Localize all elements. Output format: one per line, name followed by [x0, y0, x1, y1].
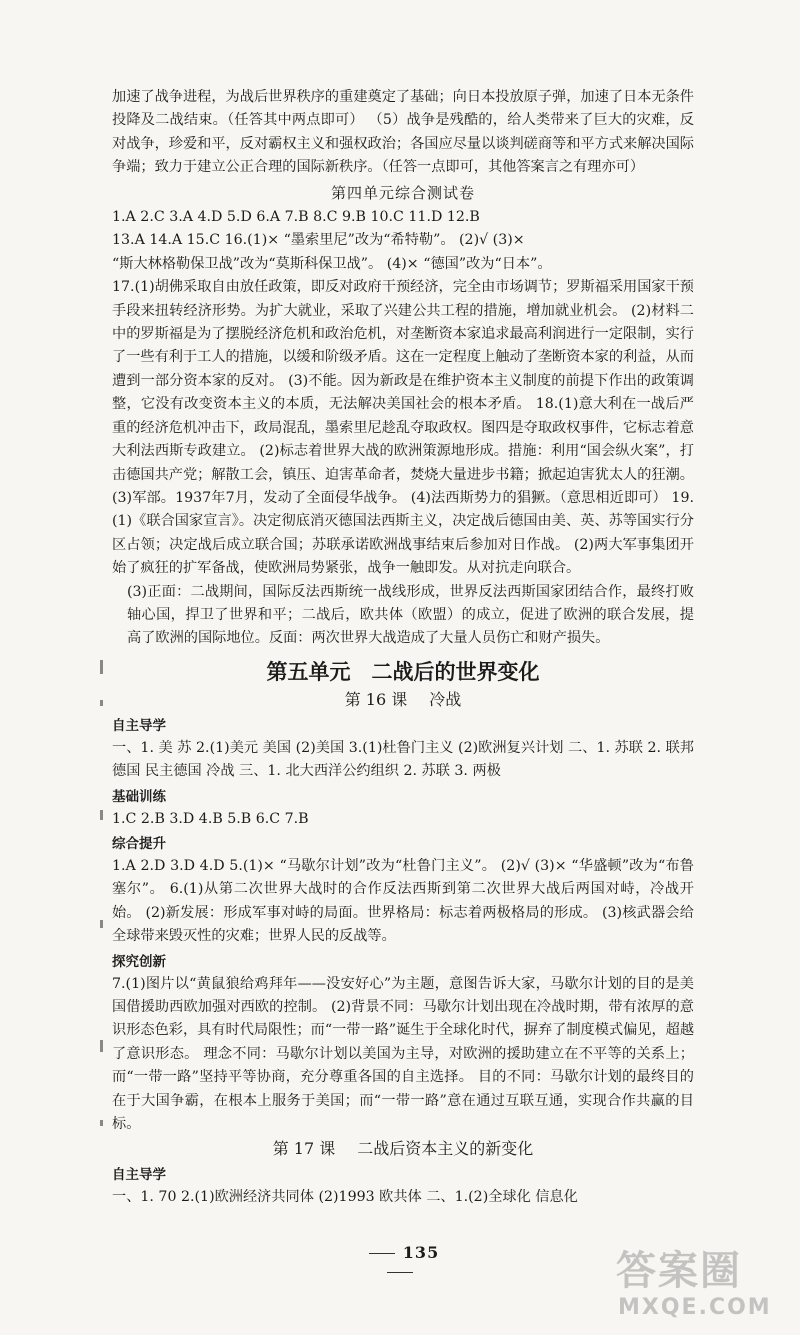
lesson17-zizhu-text: 一、1. 70 2.(1)欧洲经济共同体 (2)1993 欧共体 二、1.(2)全球化 信息化 [112, 1189, 578, 1206]
watermark-top-text: 答案圈 [616, 1248, 742, 1294]
unit5-title: 第五单元 二战后的世界变化 [266, 659, 540, 684]
lesson17-number: 第 17 课 [272, 1139, 336, 1159]
lesson16-section-zizhu: 自主导学 [112, 717, 166, 734]
binding-edge-marks [100, 660, 106, 1180]
lesson17-section-zizhu: 自主导学 [112, 1167, 166, 1184]
unit4-q19-3: (3)正面：二战期间，国际反法西斯统一战线形成，世界反法西斯国家团结合作，最终打败轴心国，捍卫了世界和平；二战后，欧共体（欧盟）的成立，促进了欧洲的联合发展，提高了欧洲的国际地位。反面：两次世界大战造成了大量人员伤亡和财产损失。 [127, 583, 694, 647]
lesson16-zizhu-text: 一、1. 美 苏 2.(1)美元 美国 (2)美国 3.(1)杜鲁门主义 (2)欧洲复兴计划 二、1. 苏联 2. 联邦德国 民主德国 冷战 三、1. 北大西洋公约组织 2. 苏联 3. 两极 [112, 739, 694, 780]
unit4-title: 第四单元综合测试卷 [330, 183, 475, 202]
lesson17-title [112, 1136, 694, 1162]
lesson16-tanjiu-text: 7.(1)图片以“黄鼠狼给鸡拜年——没安好心”为主题，意图告诉大家，马歇尔计划的目的是美国借援助西欧加强对西欧的控制。 (2)背景不同：马歇尔计划出现在冷战时期，带有浓厚的意识形态色彩，具有时代局限性；而“一带一路”诞生于全球化时代，摒弃了制度模式偏见，超越了意识形态。 理念不同：马歇尔计划以美国为主导，对欧洲的援助建立在不平等的关系上；而“一带一路”坚持平等协商，充分尊重各国的自主选择。 目的不同：马歇尔计划的最终目的在于大国争霸，在根本上服务于美国；而“一带一路”意在通过互联互通，实现合作共赢的目标。 [112, 975, 695, 1133]
page-number-value: 135 [402, 1243, 440, 1262]
unit4-q17-19: 17.(1)胡佛采取自由放任政策，即反对政府干预经济，完全由市场调节；罗斯福采用国家干预手段来扭转经济形势。为扩大就业，采取了兴建公共工程的措施，增加就业机会。 (2)材料二中的罗斯福是为了摆脱经济危机和政治危机，对垄断资本家追求最高利润进行一定限制，实行了一些有利于工人的措施，以缓和阶级矛盾。这在一定程度上触动了垄断资本家的利益，从而遭到一部分资本家的反对。 (3)不能。因为新政是在维护资本主义制度的前提下作出的政策调整，它没有改变资本主义的本质，无法解决美国社会的根本矛盾。 18.(1)意大利在一战后严重的经济危机冲击下，政局混乱，墨索里尼趁乱夺取政权。图四是夺取政权事件，它标志着意大利法西斯专政建立。 (2)标志着世界大战的欧洲策源地形成。措施：利用“国会纵火案”，打击德国共产党；解散工会，镇压、迫害革命者，焚烧大量进步书籍；掀起迫害犹太人的狂潮。 (3)军部。1937年7月，发动了全面侵华战争。 (4)法西斯势力的猖獗。（意思相近即可） 19.(1)《联合国家宣言》。决定彻底消灭德国法西斯主义，决定战后德国由美、英、苏等国实行分区占领；决定战后成立联合国；苏联承诺欧洲战事结束后参加对日作战。 (2)两大军事集团开始了疯狂的扩军备战，使欧洲局势紧张，战争一触即发。从对抗走向联合。 [112, 279, 694, 577]
lesson16-title [112, 687, 694, 713]
lesson16-section-tanjiu: 探究创新 [112, 953, 166, 970]
lesson16-zonghe-text: 1.A 2.D 3.D 4.D 5.(1)× “马歇尔计划”改为“杜鲁门主义”。 (2)√ (3)× “华盛顿”改为“布鲁塞尔”。 6.(1)从第二次世界大战时的合作反法西斯到第二次世界大战后两国对峙，冷战开始。 (2)新发展：形成军事对峙的局面。世界格局：标志着两极格局的形成。 (3)核武器会给全球带来毁灭性的灾难；世界人民的反战等。 [112, 857, 694, 945]
page-number-dash-left [369, 1253, 395, 1254]
page-number-dash-right [387, 1272, 413, 1273]
watermark-bottom-text: MXQE.COM [618, 1295, 772, 1320]
lesson16-jichu-text: 1.C 2.B 3.D 4.B 5.B 6.C 7.B [112, 810, 309, 827]
paragraph-top: 加速了战争进程，为战后世界秩序的重建奠定了基础；向日本投放原子弹，加速了日本无条件投降及二战结束。（任答其中两点即可） （5）战争是残酷的，给人类带来了巨大的灾难，反对战争，珍爱和平，反对霸权主义和强权政治；各国应尽量以谈判磋商等和平方式来解决国际争端；致力于建立公正合理的国际新秩序。（任答一点即可，其他答案言之有理亦可） [112, 89, 694, 176]
unit4-answers-line2: 13.A 14.A 15.C 16.(1)× “墨索里尼”改为“希特勒”。 (2)√ (3)× [112, 232, 525, 249]
lesson16-name: 冷战 [429, 689, 462, 709]
answer-content [112, 86, 694, 1210]
unit4-answers-line1: 1.A 2.C 3.A 4.D 5.D 6.A 7.B 8.C 9.B 10.C 11.D 12.B [112, 209, 480, 226]
unit4-answers-line3: “斯大林格勒保卫战”改为“莫斯科保卫战”。 (4)× “德国”改为“日本”。 [112, 255, 552, 272]
lesson16-number: 第 16 课 [344, 689, 408, 709]
lesson16-section-zonghe: 综合提升 [112, 835, 166, 852]
page-number [340, 1243, 460, 1281]
lesson17-name: 二战后资本主义的新变化 [357, 1139, 534, 1159]
lesson16-section-jichu: 基础训练 [112, 788, 166, 805]
watermark-logo [602, 1237, 782, 1327]
